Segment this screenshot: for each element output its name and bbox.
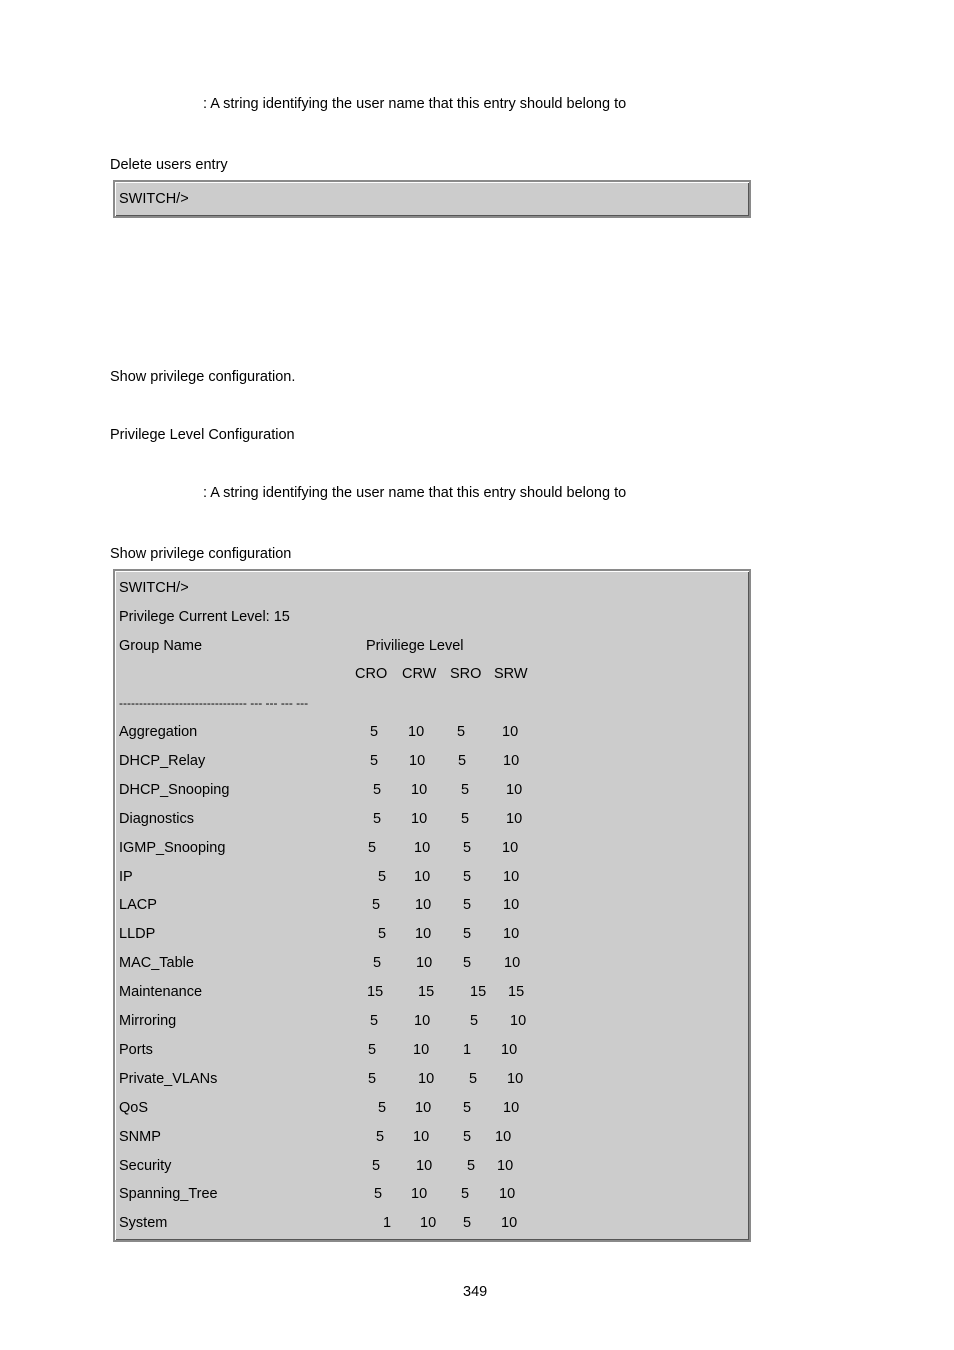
row-crw: 10	[415, 1099, 432, 1116]
row-cro: 5	[370, 1013, 379, 1029]
table-row	[119, 925, 719, 943]
example-label-show: Show privilege configuration	[110, 546, 292, 562]
row-sro: 15	[470, 984, 487, 1001]
row-cro: 1	[383, 1215, 392, 1232]
row-group-name: Aggregation	[119, 724, 198, 740]
header-privilege-level: Priviliege Level	[366, 638, 464, 654]
row-crw: 10	[414, 1013, 431, 1029]
row-srw: 10	[504, 955, 521, 972]
row-group-name: Spanning_Tree	[119, 1186, 218, 1203]
row-group-name: Maintenance	[119, 984, 203, 1001]
col-header-srw: SRW	[494, 666, 528, 682]
row-sro: 5	[469, 1070, 478, 1087]
row-cro: 5	[373, 810, 382, 827]
table-row	[119, 896, 719, 914]
row-sro: 5	[463, 955, 472, 972]
row-group-name: DHCP_Snooping	[119, 781, 230, 798]
row-sro: 5	[461, 781, 470, 798]
table-row	[119, 868, 719, 886]
row-sro: 5	[457, 724, 466, 740]
row-crw: 10	[420, 1215, 437, 1232]
row-sro: 5	[463, 926, 472, 943]
table-row	[119, 1070, 719, 1088]
table-row	[119, 983, 719, 1001]
row-srw: 10	[503, 926, 520, 943]
row-sro: 5	[463, 1128, 472, 1145]
syntax-text: Privilege Level Configuration	[110, 427, 295, 443]
table-row	[119, 954, 719, 972]
page-number: 349	[463, 1284, 488, 1300]
console-box-delete	[113, 180, 751, 218]
row-crw: 10	[413, 1128, 430, 1145]
row-srw: 10	[503, 868, 520, 885]
current-level-line: Privilege Current Level: 15	[119, 609, 290, 625]
col-header-cro: CRO	[355, 666, 388, 682]
row-group-name: Mirroring	[119, 1013, 177, 1029]
table-row	[119, 781, 719, 799]
row-sro: 5	[470, 1013, 479, 1029]
table-row	[119, 752, 719, 770]
row-crw: 10	[418, 1070, 435, 1087]
row-srw: 10	[510, 1013, 527, 1029]
row-srw: 15	[508, 984, 525, 1001]
table-row	[119, 1128, 719, 1146]
row-srw: 10	[501, 1215, 518, 1232]
row-sro: 5	[467, 1157, 476, 1174]
row-sro: 5	[463, 839, 472, 856]
table-row	[119, 1012, 719, 1030]
row-srw: 10	[499, 1186, 516, 1203]
row-cro: 5	[368, 1070, 377, 1087]
row-group-name: Private_VLANs	[119, 1070, 218, 1087]
table-row	[119, 1041, 719, 1059]
console-box-privilege	[113, 569, 751, 1242]
row-cro: 5	[378, 868, 387, 885]
row-srw: 10	[503, 752, 520, 769]
parameter-description-1: : A string identifying the user name that this entry should belong to	[203, 96, 627, 112]
row-sro: 1	[463, 1041, 472, 1058]
row-cro: 5	[376, 1128, 385, 1145]
row-cro: 5	[374, 1186, 383, 1203]
row-crw: 10	[413, 1041, 430, 1058]
table-row	[119, 839, 719, 857]
col-header-sro: SRO	[450, 666, 482, 682]
row-srw: 10	[495, 1128, 512, 1145]
row-group-name: QoS	[119, 1099, 149, 1116]
row-group-name: System	[119, 1215, 168, 1232]
table-row	[119, 810, 719, 828]
row-crw: 10	[411, 781, 428, 798]
row-cro: 15	[367, 984, 384, 1001]
row-srw: 10	[502, 724, 519, 740]
example-label-delete: Delete users entry	[110, 157, 228, 173]
table-row	[119, 1157, 719, 1175]
row-group-name: Ports	[119, 1041, 153, 1058]
row-crw: 10	[411, 1186, 428, 1203]
console-prompt: SWITCH/>	[119, 191, 189, 207]
table-row	[119, 1214, 719, 1232]
row-group-name: IGMP_Snooping	[119, 839, 226, 856]
row-crw: 15	[418, 984, 435, 1001]
row-srw: 10	[501, 1041, 518, 1058]
row-srw: 10	[503, 1099, 520, 1116]
row-sro: 5	[458, 752, 467, 769]
row-crw: 10	[416, 955, 433, 972]
row-group-name: DHCP_Relay	[119, 752, 206, 769]
row-group-name: IP	[119, 868, 133, 885]
row-srw: 10	[503, 897, 520, 914]
row-cro: 5	[378, 926, 387, 943]
console-prompt: SWITCH/>	[119, 580, 189, 596]
description-text: Show privilege configuration.	[110, 369, 296, 385]
row-crw: 10	[414, 868, 431, 885]
row-cro: 5	[370, 752, 379, 769]
row-cro: 5	[372, 897, 381, 914]
row-crw: 10	[414, 839, 431, 856]
row-sro: 5	[463, 1099, 472, 1116]
table-row	[119, 723, 719, 741]
row-sro: 5	[461, 810, 470, 827]
row-cro: 5	[372, 1157, 381, 1174]
row-cro: 5	[373, 955, 382, 972]
row-sro: 5	[463, 1215, 472, 1232]
row-cro: 5	[370, 724, 379, 740]
parameter-description-2: : A string identifying the user name that this entry should belong to	[203, 485, 627, 501]
row-crw: 10	[415, 926, 432, 943]
row-cro: 5	[368, 1041, 377, 1058]
col-header-crw: CRW	[402, 666, 437, 682]
row-group-name: MAC_Table	[119, 955, 194, 972]
row-cro: 5	[373, 781, 382, 798]
row-group-name: Security	[119, 1157, 172, 1174]
row-crw: 10	[416, 1157, 433, 1174]
table-row	[119, 1185, 719, 1203]
row-srw: 10	[507, 1070, 524, 1087]
row-sro: 5	[461, 1186, 470, 1203]
row-crw: 10	[408, 724, 425, 740]
row-crw: 10	[415, 897, 432, 914]
row-cro: 5	[368, 839, 377, 856]
header-group-name: Group Name	[119, 638, 203, 654]
row-group-name: SNMP	[119, 1128, 161, 1145]
row-sro: 5	[463, 868, 472, 885]
separator-line: -------------------------------- --- --- --- ---	[119, 696, 309, 710]
row-srw: 10	[506, 781, 523, 798]
row-group-name: LLDP	[119, 926, 156, 943]
row-cro: 5	[378, 1099, 387, 1116]
row-crw: 10	[411, 810, 428, 827]
row-crw: 10	[409, 752, 426, 769]
row-sro: 5	[463, 897, 472, 914]
row-srw: 10	[502, 839, 519, 856]
row-srw: 10	[506, 810, 523, 827]
row-group-name: Diagnostics	[119, 810, 194, 827]
row-group-name: LACP	[119, 897, 157, 914]
table-row	[119, 1099, 719, 1117]
row-srw: 10	[497, 1157, 514, 1174]
